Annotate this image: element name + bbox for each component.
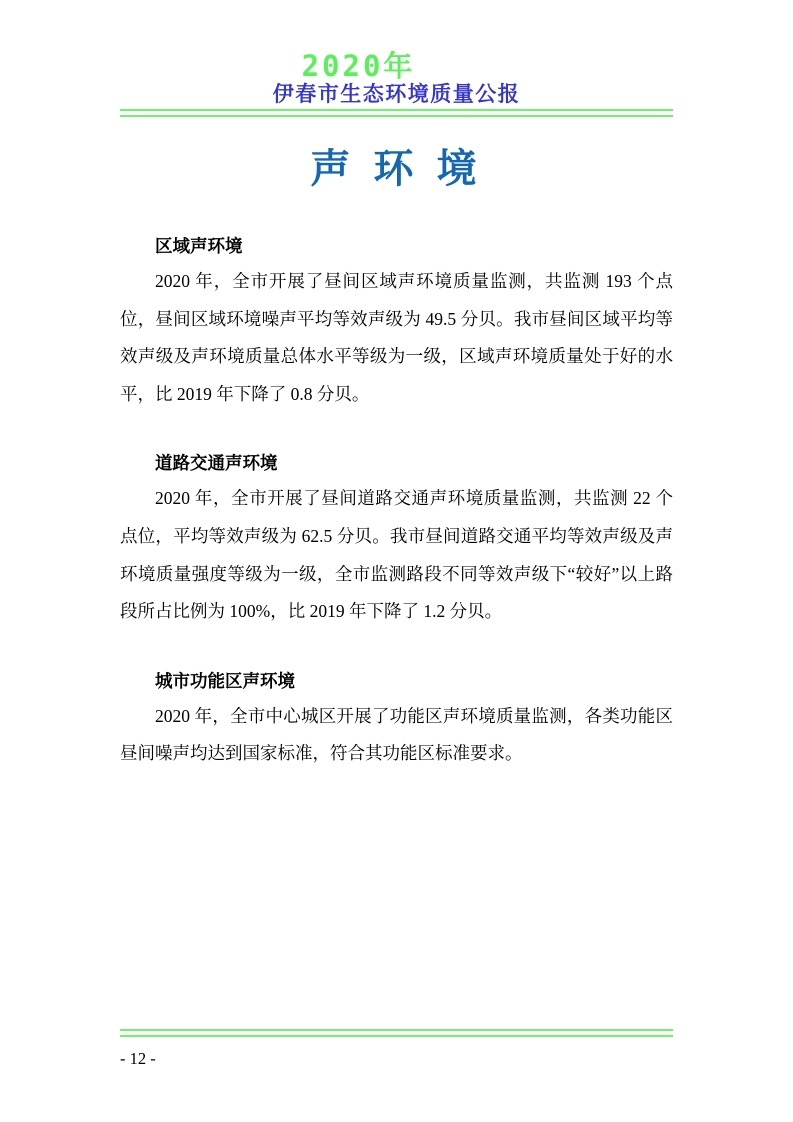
report-year: 2020年 xyxy=(301,49,416,83)
section-heading: 道路交通声环境 xyxy=(155,453,278,474)
header-divider xyxy=(120,109,673,117)
section-heading: 城市功能区声环境 xyxy=(155,670,295,691)
section-functional-area-noise xyxy=(120,670,673,773)
section-regional-noise xyxy=(120,235,673,413)
footer-divider xyxy=(120,1029,673,1037)
page-content xyxy=(120,235,673,773)
section-paragraph: 2020 年，全市开展了昼间区域声环境质量监测，共监测 193 个点位，昼间区域环境噪声平均等效声级为 49.5 分贝。我市昼间区域平均等效声级及声环境质量总体水平等级为一级，区域声环境质量处于好的水平，比 2019 年下降了 0.8 分贝。 xyxy=(120,271,673,404)
section-heading: 区域声环境 xyxy=(155,236,243,256)
report-header xyxy=(0,0,793,117)
page-title: 声 环 境 xyxy=(310,147,483,191)
report-title: 伊春市生态环境质量公报 xyxy=(272,83,521,106)
section-paragraph: 2020 年，全市开展了昼间道路交通声环境质量监测，共监测 22 个点位，平均等效声级为 62.5 分贝。我市昼间道路交通平均等效声级及声环境质量强度等级为一级，全市监测路段不同等效声级下“较好”以上路段所占比例为 100%，比 2019 年下降了 1.2 分贝。 xyxy=(120,488,673,622)
section-road-traffic-noise xyxy=(120,452,673,630)
section-paragraph: 2020 年，全市中心城区开展了功能区声环境质量监测，各类功能区昼间噪声均达到国家标准，符合其功能区标准要求。 xyxy=(120,705,673,764)
page-number: - 12 - xyxy=(120,1049,156,1068)
